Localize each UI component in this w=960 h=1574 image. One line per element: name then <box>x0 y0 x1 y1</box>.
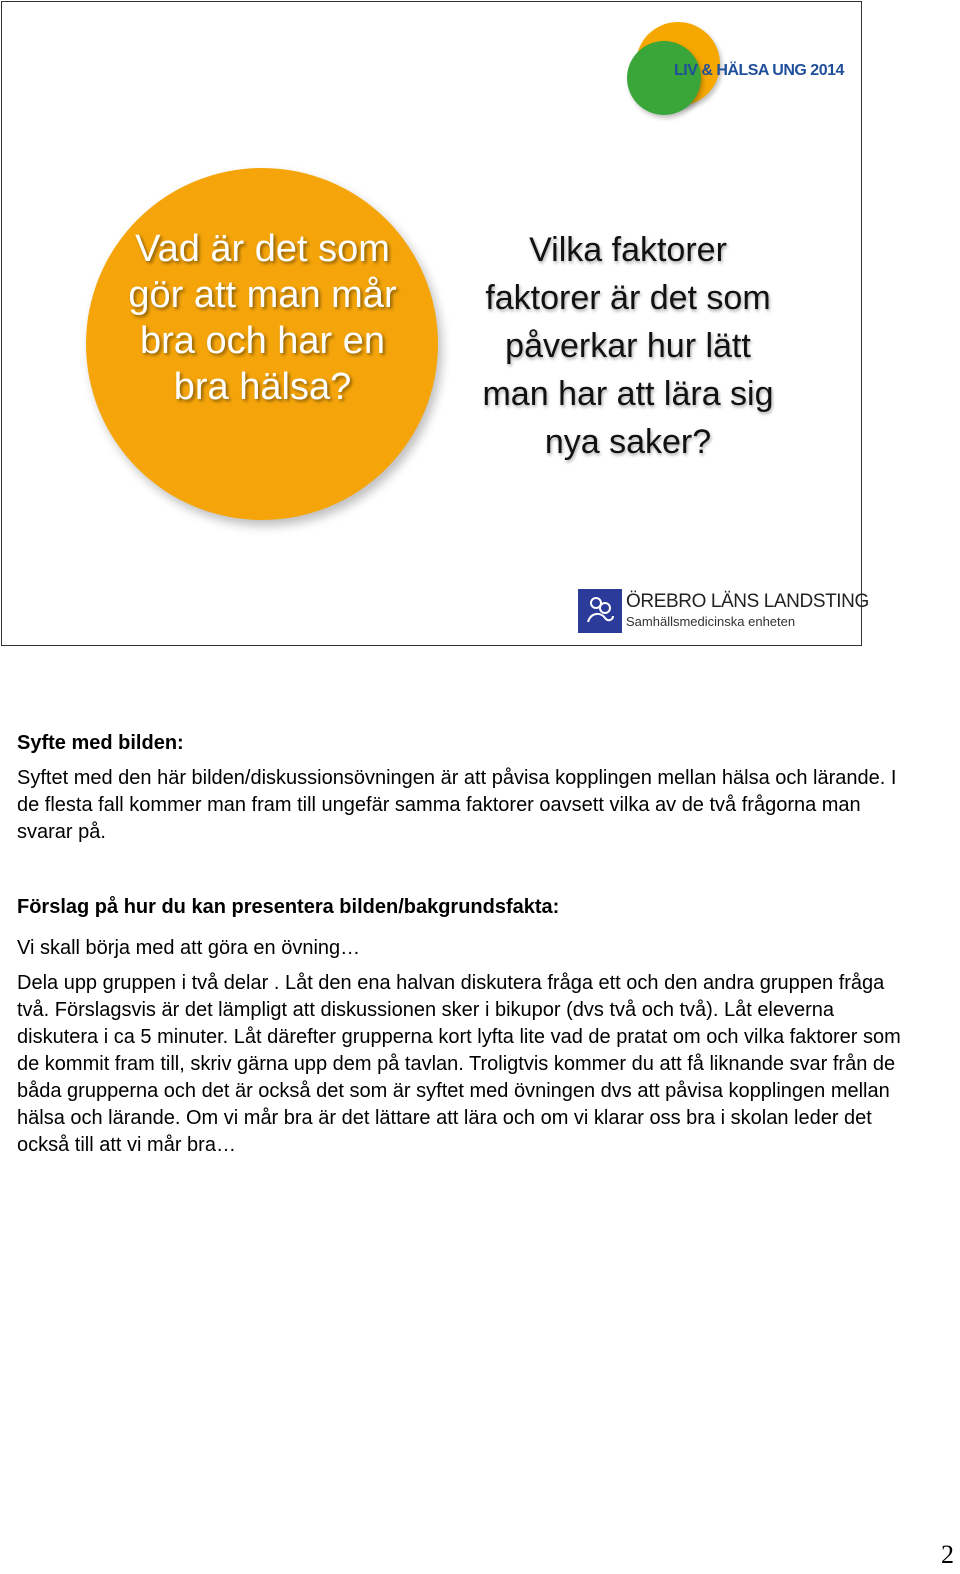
org-emblem-icon <box>578 589 622 633</box>
org-subtitle: Samhällsmedicinska enheten <box>626 614 796 629</box>
notes-paragraph-purpose: Syftet med den här bilden/diskussionsövningen är att påvisa kopplingen mellan hälsa och lärande. I de flesta fall kommer man fram till ungefär samma faktorer oavsett vilka av de två frågorna man svarar på. <box>17 767 897 843</box>
right-question-text: Vilka faktorer faktorer är det som påverkar hur lätt man har att lära sig nya saker? <box>482 231 774 461</box>
notes-paragraph-intro: Vi skall börja med att göra en övning… <box>17 937 361 959</box>
circle-question-text: Vad är det som gör att man mår bra och har en bra hälsa? <box>128 228 397 408</box>
notes-heading-suggestion: Förslag på hur du kan presentera bilden/bakgrundsfakta: <box>17 896 560 918</box>
org-name: ÖREBRO LÄNS LANDSTING <box>626 591 869 612</box>
notes-heading-purpose: Syfte med bilden: <box>17 732 184 754</box>
notes-paragraph-instructions: Dela upp gruppen i två delar . Låt den ena halvan diskutera fråga ett och den andra gruppen fråga två. Förslagsvis är det lämpligt att diskussionen sker i bikupor (dvs två och två). Låt eleverna diskutera i ca 5 minuter. Låt därefter grupperna kort lyfta lite vad de pratat om och vilka faktorer som de kommit fram till, skriv gärna upp dem på tavlan. Troligtvis kommer du att få liknande svar från de båda grupperna och det är också det som är syftet med övningen dvs att påvisa kopplingen mellan hälsa och lärande. Om vi mår bra är det lättare att lära och om vi klarar oss bra i skolan leder det också till att vi mår bra… <box>17 972 901 1156</box>
logo-text: LIV & HÄLSA UNG 2014 <box>674 62 844 79</box>
emblem-figure-icon <box>583 594 617 628</box>
page-number: 2 <box>941 1540 954 1569</box>
